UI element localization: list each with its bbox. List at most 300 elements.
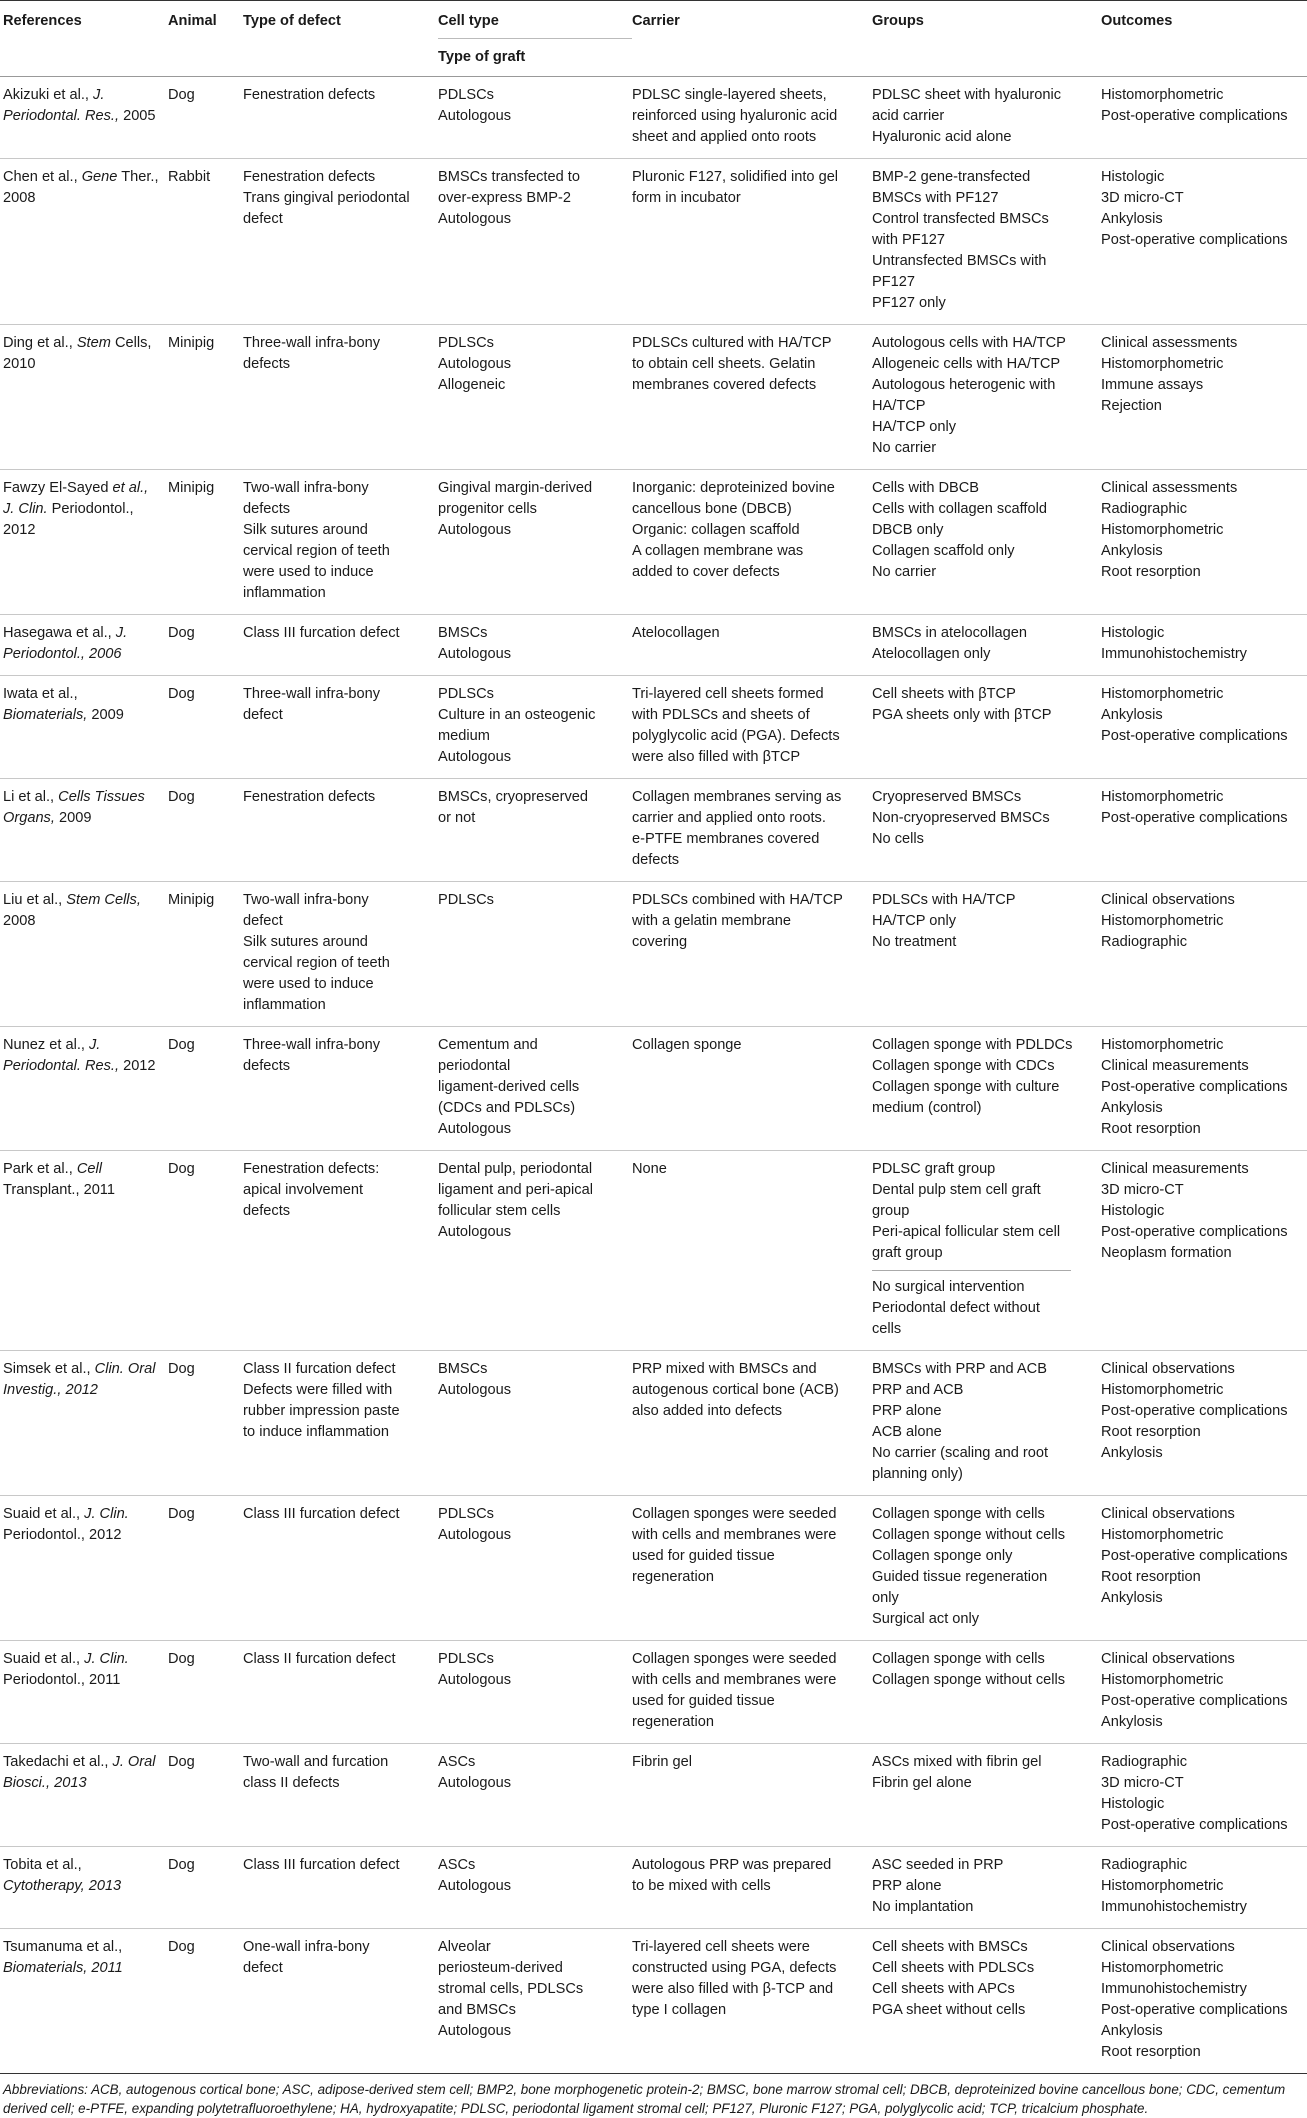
table-row xyxy=(0,615,1307,676)
cell-outcomes-line: Root resorption xyxy=(1101,2044,1201,2060)
cell-cell-type-line: Autologous xyxy=(438,1382,512,1398)
cell-defect-line: cervical region of teeth xyxy=(243,543,390,559)
cell-outcomes-line: Histomorphometric xyxy=(1101,789,1224,805)
cell-reference xyxy=(0,779,168,882)
cell-cell-type-line: ligament-derived cells xyxy=(438,1079,580,1095)
cell-outcomes-line: Root resorption xyxy=(1101,1424,1201,1440)
table-row xyxy=(0,1151,1307,1351)
reference-ref-c: Periodontol., 2011 xyxy=(3,1672,121,1688)
cell-outcomes-line: Radiographic xyxy=(1101,1857,1187,1873)
cell-carrier-line: PRP mixed with BMSCs and xyxy=(632,1361,817,1377)
cell-defect xyxy=(243,470,438,615)
cell-reference xyxy=(0,1847,168,1929)
table-body xyxy=(0,77,1307,2074)
table-row xyxy=(0,1027,1307,1151)
cell-groups-line: Collagen sponge without cells xyxy=(872,1672,1066,1688)
cell-animal: Dog xyxy=(168,1351,243,1496)
header-references: References xyxy=(0,1,168,77)
reference-ref-c: Transplant., 2011 xyxy=(3,1182,115,1198)
cell-groups-line: Hyaluronic acid alone xyxy=(872,129,1012,145)
cell-reference xyxy=(0,325,168,470)
cell-carrier xyxy=(632,882,872,1027)
cell-defect xyxy=(243,325,438,470)
cell-cell-type xyxy=(438,325,632,470)
cell-groups-line: Autologous heterogenic with xyxy=(872,377,1056,393)
cell-defect-line: were used to induce xyxy=(243,976,374,992)
cell-carrier xyxy=(632,1151,872,1351)
cell-carrier-line: reinforced using hyaluronic acid xyxy=(632,108,838,124)
reference-ref-c: Periodontol., 2012 xyxy=(3,1527,122,1543)
cell-groups-line: medium (control) xyxy=(872,1100,982,1116)
cell-cell-type xyxy=(438,1847,632,1929)
cell-reference xyxy=(0,470,168,615)
reference-ref-a: Takedachi et al., xyxy=(3,1754,109,1770)
cell-outcomes-line: Neoplasm formation xyxy=(1101,1245,1232,1261)
cell-animal: Rabbit xyxy=(168,159,243,325)
cell-carrier-line: with a gelatin membrane xyxy=(632,913,791,929)
cell-animal: Dog xyxy=(168,1929,243,2074)
cell-carrier-line: Collagen sponges were seeded xyxy=(632,1651,837,1667)
reference-ref-a: Park et al., xyxy=(3,1161,73,1177)
cell-defect xyxy=(243,1351,438,1496)
table-row xyxy=(0,77,1307,159)
table-header xyxy=(0,1,1307,77)
cell-reference xyxy=(0,1744,168,1847)
reference-ref-b: Cytotherapy, 2013 xyxy=(3,1878,122,1894)
cell-cell-type xyxy=(438,676,632,779)
cell-groups-line: Collagen sponge with cells xyxy=(872,1506,1045,1522)
reference-ref-b2: Oral Investig., 2012 xyxy=(3,1361,156,1398)
reference-ref-b: et al., xyxy=(112,480,149,496)
cell-reference xyxy=(0,1027,168,1151)
cell-defect-line: Three-wall infra-bony xyxy=(243,1037,381,1053)
cell-outcomes-line: Immunohistochemistry xyxy=(1101,1899,1247,1915)
cell-reference xyxy=(0,676,168,779)
cell-carrier xyxy=(632,470,872,615)
cell-groups xyxy=(872,779,1101,882)
cell-carrier xyxy=(632,325,872,470)
cell-animal: Minipig xyxy=(168,325,243,470)
cell-defect-line: Fenestration defects xyxy=(243,87,376,103)
cell-outcomes-line: Ankylosis xyxy=(1101,1714,1163,1730)
cell-defect xyxy=(243,1151,438,1351)
cell-defect xyxy=(243,1929,438,2074)
cell-outcomes-line: Histomorphometric xyxy=(1101,522,1224,538)
reference-ref-a: Chen et al., xyxy=(3,169,78,185)
cell-groups-line: ASC seeded in PRP xyxy=(872,1857,1004,1873)
cell-groups-line: acid carrier xyxy=(872,108,945,124)
cell-groups-line: planning only) xyxy=(872,1466,963,1482)
cell-carrier xyxy=(632,1641,872,1744)
cell-groups xyxy=(872,1351,1101,1496)
header-graft: Type of graft xyxy=(438,49,526,65)
cell-carrier xyxy=(632,1496,872,1641)
cell-outcomes xyxy=(1101,1151,1307,1351)
cell-outcomes-line: Immunohistochemistry xyxy=(1101,1981,1247,1997)
cell-groups-line: with PF127 xyxy=(872,232,946,248)
cell-carrier-line: cancellous bone (DBCB) xyxy=(632,501,792,517)
table-row xyxy=(0,1496,1307,1641)
cell-defect xyxy=(243,1496,438,1641)
cell-carrier-line: carrier and applied onto roots. xyxy=(632,810,826,826)
cell-animal: Dog xyxy=(168,615,243,676)
table-row xyxy=(0,1641,1307,1744)
cell-carrier-line: Autologous PRP was prepared xyxy=(632,1857,832,1873)
cell-groups-line: PRP alone xyxy=(872,1403,942,1419)
cell-outcomes xyxy=(1101,1929,1307,2074)
cell-groups-line: Dental pulp stem cell graft xyxy=(872,1182,1041,1198)
reference-ref-a: Ding et al., xyxy=(3,335,73,351)
cell-outcomes-line: Clinical observations xyxy=(1101,1651,1235,1667)
cell-defect-line: Class II furcation defect xyxy=(243,1651,396,1667)
cell-carrier-line: form in incubator xyxy=(632,190,741,206)
cell-outcomes-line: Post-operative complications xyxy=(1101,1693,1288,1709)
reference-ref-b2: J. Clin. xyxy=(3,501,48,517)
cell-defect-line: defect xyxy=(243,1960,283,1976)
header-defect: Type of defect xyxy=(243,1,438,77)
table-row xyxy=(0,470,1307,615)
cell-outcomes-line: Clinical observations xyxy=(1101,892,1235,908)
cell-cell-type xyxy=(438,1351,632,1496)
cell-groups xyxy=(872,615,1101,676)
reference-ref-b2: Tissues Organs, xyxy=(3,789,145,826)
cell-carrier-line: used for guided tissue xyxy=(632,1693,775,1709)
cell-groups-line: Cell sheets with BMSCs xyxy=(872,1939,1028,1955)
cell-outcomes xyxy=(1101,676,1307,779)
cell-cell-type-line: Dental pulp, periodontal xyxy=(438,1161,593,1177)
cell-outcomes-line: Root resorption xyxy=(1101,1569,1201,1585)
cell-outcomes-line: Post-operative complications xyxy=(1101,1079,1288,1095)
cell-defect-line: defects xyxy=(243,501,291,517)
cell-carrier xyxy=(632,1744,872,1847)
cell-animal: Dog xyxy=(168,779,243,882)
cell-groups-line: No treatment xyxy=(872,934,957,950)
cell-carrier-line: added to cover defects xyxy=(632,564,780,580)
cell-animal: Dog xyxy=(168,1151,243,1351)
reference-ref-b: Biomaterials, xyxy=(3,707,88,723)
cell-cell-type-line: BMSCs xyxy=(438,1361,488,1377)
cell-outcomes-line: Post-operative complications xyxy=(1101,1817,1288,1833)
cell-outcomes-line: Ankylosis xyxy=(1101,1100,1163,1116)
cell-outcomes xyxy=(1101,1351,1307,1496)
cell-carrier-line: Collagen sponges were seeded xyxy=(632,1506,837,1522)
cell-carrier xyxy=(632,77,872,159)
cell-outcomes-line: Histologic xyxy=(1101,169,1165,185)
cell-cell-type-line: Autologous xyxy=(438,1878,512,1894)
cell-cell-type-line: Culture in an osteogenic xyxy=(438,707,596,723)
cell-groups-line: Cell sheets with PDLSCs xyxy=(872,1960,1035,1976)
cell-defect-line: apical involvement xyxy=(243,1182,364,1198)
cell-cell-type xyxy=(438,159,632,325)
cell-carrier-line: Collagen sponge xyxy=(632,1037,742,1053)
cell-groups-line: HA/TCP only xyxy=(872,419,957,435)
reference-ref-c: Cells, 2010 xyxy=(3,335,152,372)
cell-outcomes xyxy=(1101,779,1307,882)
cell-outcomes-line: Histologic xyxy=(1101,1796,1165,1812)
cell-groups-line: DBCB only xyxy=(872,522,944,538)
cell-groups xyxy=(872,1744,1101,1847)
cell-groups-line: PDLSC graft group xyxy=(872,1161,996,1177)
cell-outcomes-line: Histomorphometric xyxy=(1101,87,1224,103)
cell-defect-line: to induce inflammation xyxy=(243,1424,390,1440)
cell-cell-type-line: PDLSCs xyxy=(438,1506,494,1522)
cell-groups-line: Periodontal defect without xyxy=(872,1300,1040,1316)
cell-outcomes-line: Histomorphometric xyxy=(1101,1878,1224,1894)
cell-defect xyxy=(243,1027,438,1151)
cell-groups-line: PDLSC sheet with hyaluronic xyxy=(872,87,1061,103)
cell-cell-type xyxy=(438,1744,632,1847)
cell-outcomes-line: Clinical observations xyxy=(1101,1361,1235,1377)
cell-cell-type-line: medium xyxy=(438,728,490,744)
cell-cell-type xyxy=(438,1151,632,1351)
cell-carrier-line: with cells and membranes were xyxy=(632,1672,837,1688)
cell-carrier-line: Fibrin gel xyxy=(632,1754,693,1770)
reference-ref-a: Iwata et al., xyxy=(3,686,78,702)
cell-outcomes-line: Histomorphometric xyxy=(1101,913,1224,929)
reference-ref-a: Fawzy El-Sayed xyxy=(3,480,109,496)
cell-cell-type-line: PDLSCs xyxy=(438,892,494,908)
table-row xyxy=(0,882,1307,1027)
cell-outcomes-line: Post-operative complications xyxy=(1101,810,1288,826)
cell-outcomes-line: Histomorphometric xyxy=(1101,1960,1224,1976)
reference-ref-b: J. Periodontal. Res., xyxy=(3,87,120,124)
header-animal: Animal xyxy=(168,1,243,77)
cell-carrier-line: covering xyxy=(632,934,688,950)
cell-animal: Dog xyxy=(168,1847,243,1929)
table-row xyxy=(0,1351,1307,1496)
cell-defect xyxy=(243,159,438,325)
cell-animal: Minipig xyxy=(168,470,243,615)
cell-defect xyxy=(243,779,438,882)
cell-cell-type-line: Autologous xyxy=(438,1775,512,1791)
cell-outcomes-line: Histomorphometric xyxy=(1101,1037,1224,1053)
cell-groups xyxy=(872,1027,1101,1151)
reference-ref-b: J. Periodontal. Res., xyxy=(3,1037,120,1074)
cell-outcomes xyxy=(1101,1027,1307,1151)
cell-defect-line: inflammation xyxy=(243,997,326,1013)
cell-outcomes-line: Immunohistochemistry xyxy=(1101,646,1247,662)
cell-groups-line: Collagen sponge only xyxy=(872,1548,1013,1564)
cell-groups-line: PGA sheets only with βTCP xyxy=(872,707,1052,723)
cell-defect-line: cervical region of teeth xyxy=(243,955,390,971)
cell-outcomes-line: Ankylosis xyxy=(1101,707,1163,723)
cell-carrier-line: Tri-layered cell sheets formed xyxy=(632,686,824,702)
cell-outcomes-line: 3D micro-CT xyxy=(1101,1182,1184,1198)
cell-cell-type xyxy=(438,470,632,615)
reference-ref-a: Hasegawa et al., xyxy=(3,625,112,641)
cell-outcomes-line: Radiographic xyxy=(1101,501,1187,517)
reference-ref-b: J. Periodontol., 2006 xyxy=(3,625,128,662)
cell-cell-type-line: ASCs xyxy=(438,1754,476,1770)
cell-outcomes-line: Post-operative complications xyxy=(1101,1403,1288,1419)
cell-groups-line: BMP-2 gene-transfected xyxy=(872,169,1031,185)
cell-cell-type-line: BMSCs, cryopreserved xyxy=(438,789,589,805)
cell-reference xyxy=(0,1351,168,1496)
cell-cell-type-line: PDLSCs xyxy=(438,686,494,702)
cell-defect-line: defects xyxy=(243,356,291,372)
table-row xyxy=(0,779,1307,882)
cell-outcomes-line: Histomorphometric xyxy=(1101,686,1224,702)
cell-groups xyxy=(872,1151,1101,1351)
cell-carrier-line: None xyxy=(632,1161,667,1177)
cell-cell-type xyxy=(438,77,632,159)
cell-cell-type-line: or not xyxy=(438,810,476,826)
cell-carrier-line: type I collagen xyxy=(632,2002,727,2018)
table-row xyxy=(0,159,1307,325)
cell-carrier-line: sheet and applied onto roots xyxy=(632,129,817,145)
cell-animal: Dog xyxy=(168,1496,243,1641)
cell-groups-line: No implantation xyxy=(872,1899,974,1915)
reference-ref-c: 2005 xyxy=(123,108,156,124)
reference-ref-b: J. Clin. xyxy=(84,1506,129,1522)
cell-cell-type-line: Autologous xyxy=(438,1121,512,1137)
reference-ref-a: Tobita et al., xyxy=(3,1857,82,1873)
cell-groups-line: Non-cryopreserved BMSCs xyxy=(872,810,1050,826)
cell-groups-line: BMSCs with PRP and ACB xyxy=(872,1361,1047,1377)
cell-carrier-line: PDLSC single-layered sheets, xyxy=(632,87,827,103)
cell-outcomes xyxy=(1101,1641,1307,1744)
cell-reference xyxy=(0,1929,168,2074)
cell-animal: Dog xyxy=(168,676,243,779)
cell-groups xyxy=(872,470,1101,615)
cell-groups-line: Cells with DBCB xyxy=(872,480,980,496)
cell-cell-type-line: BMSCs transfected to xyxy=(438,169,580,185)
cell-carrier-line: A collagen membrane was xyxy=(632,543,804,559)
cell-cell-type xyxy=(438,615,632,676)
cell-cell-type-line: stromal cells, PDLSCs xyxy=(438,1981,584,1997)
cell-outcomes-line: Ankylosis xyxy=(1101,1590,1163,1606)
header-carrier: Carrier xyxy=(632,1,872,77)
cell-cell-type-line: PDLSCs xyxy=(438,87,494,103)
cell-groups-line: PF127 xyxy=(872,274,915,290)
cell-animal: Dog xyxy=(168,1641,243,1744)
cell-defect-line: defect xyxy=(243,707,283,723)
reference-ref-b: Stem xyxy=(76,335,111,351)
cell-outcomes-line: 3D micro-CT xyxy=(1101,190,1184,206)
cell-carrier-line: Pluronic F127, solidified into gel xyxy=(632,169,839,185)
cell-carrier-line: Inorganic: deproteinized bovine xyxy=(632,480,835,496)
cell-carrier-line: used for guided tissue xyxy=(632,1548,775,1564)
cell-cell-type-line: BMSCs xyxy=(438,625,488,641)
cell-groups-line: No carrier xyxy=(872,564,937,580)
cell-cell-type-line: ASCs xyxy=(438,1857,476,1873)
cell-carrier xyxy=(632,159,872,325)
cell-outcomes-line: Root resorption xyxy=(1101,564,1201,580)
cell-outcomes-line: Histologic xyxy=(1101,1203,1165,1219)
cell-animal: Dog xyxy=(168,1027,243,1151)
abbreviations-footnote: Abbreviations: ACB, autogenous cortical bone; ASC, adipose-derived stem cell; BMP2, bone morphogenetic protein-2; BMSC, bone marrow stromal cell; DBCB, deproteinized bovine cancellous bone; CDC, cementum derived cell; e-PTFE, expanding polytetrafluoroethylene; HA, hydroxyapatite; PDLSC, periodontal ligament stromal cell; PF127, Pluronic F127; PGA, polyglycolic acid; TCP, tricalcium phosphate. xyxy=(3,2082,1286,2116)
cell-cell-type-line: Autologous xyxy=(438,2023,512,2039)
reference-ref-a: Liu et al., xyxy=(3,892,63,908)
cell-groups-line: Collagen sponge with CDCs xyxy=(872,1058,1055,1074)
cell-outcomes-line: Clinical observations xyxy=(1101,1939,1235,1955)
cell-groups xyxy=(872,882,1101,1027)
cell-groups xyxy=(872,1847,1101,1929)
cell-groups xyxy=(872,77,1101,159)
cell-defect-line: Fenestration defects xyxy=(243,169,376,185)
cell-groups-line: No cells xyxy=(872,831,924,847)
cell-outcomes-line: Clinical measurements xyxy=(1101,1058,1249,1074)
cell-carrier xyxy=(632,779,872,882)
cell-defect-line: Silk sutures around xyxy=(243,934,368,950)
cell-cell-type xyxy=(438,1641,632,1744)
cell-cell-type-line: PDLSCs xyxy=(438,335,494,351)
reference-ref-a: Simsek et al., xyxy=(3,1361,91,1377)
cell-defect-line: were used to induce xyxy=(243,564,374,580)
cell-defect xyxy=(243,882,438,1027)
cell-defect-line: Two-wall infra-bony xyxy=(243,892,369,908)
cell-groups-line: Atelocollagen only xyxy=(872,646,991,662)
cell-animal: Dog xyxy=(168,1744,243,1847)
reference-ref-a: Suaid et al., xyxy=(3,1651,81,1667)
cell-defect-line: Silk sutures around xyxy=(243,522,368,538)
reference-ref-a: Suaid et al., xyxy=(3,1506,81,1522)
cell-cell-type-line: Autologous xyxy=(438,1527,512,1543)
cell-outcomes-line: Post-operative complications xyxy=(1101,1224,1288,1240)
cell-groups-line: Collagen sponge with PDLDCs xyxy=(872,1037,1073,1053)
cell-outcomes-line: Immune assays xyxy=(1101,377,1204,393)
cell-cell-type xyxy=(438,1496,632,1641)
cell-defect-line: Class II furcation defect xyxy=(243,1361,396,1377)
cell-defect-line: One-wall infra-bony xyxy=(243,1939,370,1955)
cell-carrier-line: autogenous cortical bone (ACB) xyxy=(632,1382,839,1398)
cell-reference xyxy=(0,615,168,676)
cell-animal: Minipig xyxy=(168,882,243,1027)
reference-ref-c: 2012 xyxy=(123,1058,156,1074)
cell-animal: Dog xyxy=(168,77,243,159)
table-row xyxy=(0,1929,1307,2074)
cell-defect xyxy=(243,1847,438,1929)
cell-groups-line: PF127 only xyxy=(872,295,946,311)
cell-carrier-line: to be mixed with cells xyxy=(632,1878,771,1894)
cell-groups-line: Peri-apical follicular stem cell xyxy=(872,1224,1061,1240)
cell-carrier-line: were also filled with β-TCP and xyxy=(632,1981,834,1997)
cell-carrier-line: PDLSCs combined with HA/TCP xyxy=(632,892,843,908)
cell-cell-type-line: over-express BMP-2 xyxy=(438,190,572,206)
cell-outcomes xyxy=(1101,325,1307,470)
groups-control-block xyxy=(872,1270,1071,1340)
cell-carrier-line: defects xyxy=(632,852,680,868)
cell-reference xyxy=(0,882,168,1027)
header-cell-type: Cell type xyxy=(438,1,632,48)
cell-groups-line: BMSCs with PF127 xyxy=(872,190,999,206)
cell-groups-line: Cell sheets with βTCP xyxy=(872,686,1016,702)
cell-groups-line: Untransfected BMSCs with xyxy=(872,253,1047,269)
table-row xyxy=(0,1847,1307,1929)
reference-ref-c: Ther., 2008 xyxy=(3,169,159,206)
cell-carrier-line: PDLSCs cultured with HA/TCP xyxy=(632,335,832,351)
cell-cell-type-line: Autologous xyxy=(438,1672,512,1688)
cell-groups xyxy=(872,676,1101,779)
cell-groups-line: cells xyxy=(872,1321,902,1337)
cell-carrier xyxy=(632,1929,872,2074)
cell-cell-type-line: Autologous xyxy=(438,1224,512,1240)
reference-ref-b: Gene xyxy=(81,169,118,185)
reference-ref-a: Akizuki et al., xyxy=(3,87,89,103)
cell-outcomes-line: Histomorphometric xyxy=(1101,1527,1224,1543)
cell-carrier-line: to obtain cell sheets. Gelatin xyxy=(632,356,816,372)
cell-cell-type-line: and BMSCs xyxy=(438,2002,516,2018)
cell-carrier-line: e-PTFE membranes covered xyxy=(632,831,820,847)
cell-defect-line: defects xyxy=(243,1058,291,1074)
cell-defect-line: Fenestration defects: xyxy=(243,1161,380,1177)
cell-outcomes-line: Post-operative complications xyxy=(1101,1548,1288,1564)
cell-groups-line: group xyxy=(872,1203,910,1219)
cell-carrier-line: Tri-layered cell sheets were xyxy=(632,1939,810,1955)
cell-carrier xyxy=(632,1351,872,1496)
cell-outcomes-line: Histomorphometric xyxy=(1101,1672,1224,1688)
cell-groups-line: No carrier xyxy=(872,440,937,456)
